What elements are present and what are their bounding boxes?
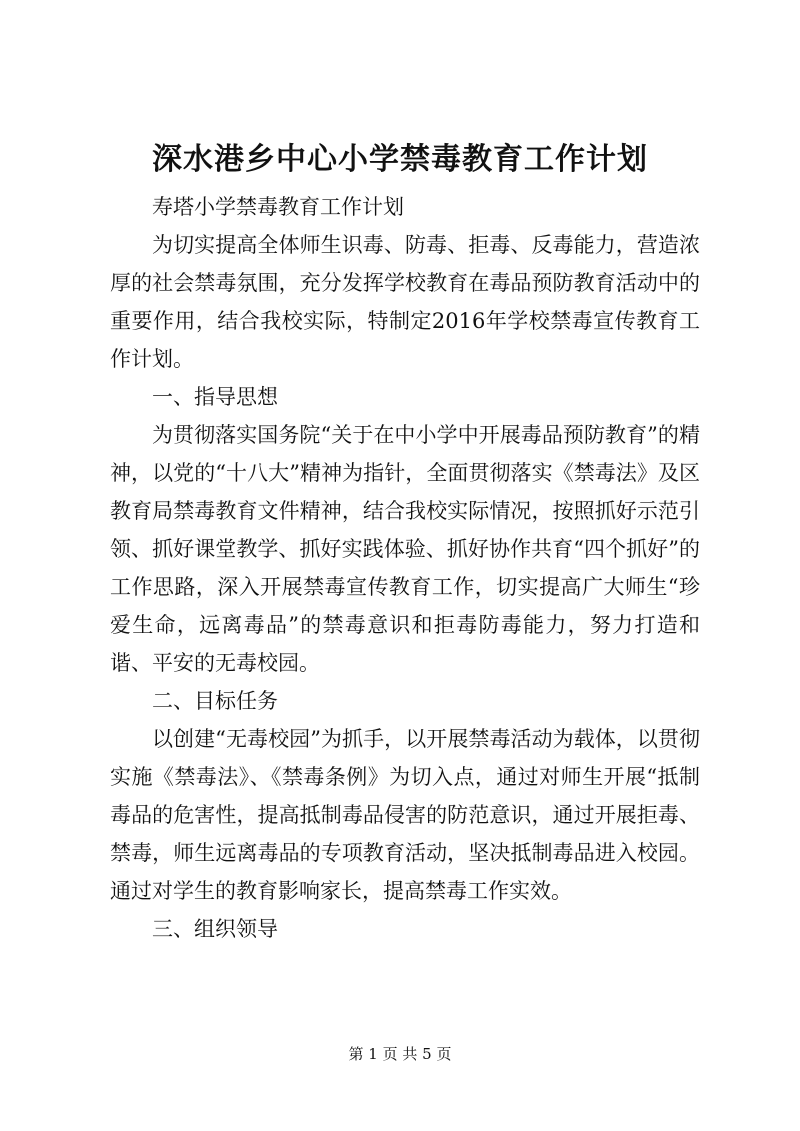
- heading-guiding-ideology: 一、指导思想: [152, 385, 278, 409]
- page-number: 第 1 页 共 5 页: [348, 1045, 452, 1063]
- heading-organization: 三、组织领导: [152, 917, 278, 941]
- paragraph-intro: 为切实提高全体师生识毒、防毒、拒毒、反毒能力，营造浓厚的社会禁毒氛围，充分发挥学校教育在毒品预防教育活动中的重要作用，结合我校实际，特制定2016年学校禁毒宣传教育工作计划。: [110, 233, 700, 371]
- paragraph-guiding-ideology: 为贯彻落实国务院“关于在中小学中开展毒品预防教育”的精神，以党的“十八大”精神为指针，全面贯彻落实《禁毒法》及区教育局禁毒教育文件精神，结合我校实际情况，按照抓好示范引领、抓好课堂教学、抓好实践体验、抓好协作共育“四个抓好”的工作思路，深入开展禁毒宣传教育工作，切实提高广大师生“珍爱生命，远离毒品”的禁毒意识和拒毒防毒能力，努力打造和谐、平安的无毒校园。: [110, 423, 700, 675]
- paragraph-subtitle: 寿塔小学禁毒教育工作计划: [152, 195, 404, 219]
- heading-goals-tasks: 二、目标任务: [152, 689, 278, 713]
- document-body: [110, 188, 700, 948]
- document-title: 深水港乡中心小学禁毒教育工作计划: [152, 142, 648, 177]
- paragraph-goals-tasks: 以创建“无毒校园”为抓手，以开展禁毒活动为载体，以贯彻实施《禁毒法》、《禁毒条例》为切入点，通过对师生开展“抵制毒品的危害性，提高抵制毒品侵害的防范意识，通过开展拒毒、禁毒，师生远离毒品的专项教育活动，坚决抵制毒品进入校园。通过对学生的教育影响家长，提高禁毒工作实效。: [110, 727, 700, 903]
